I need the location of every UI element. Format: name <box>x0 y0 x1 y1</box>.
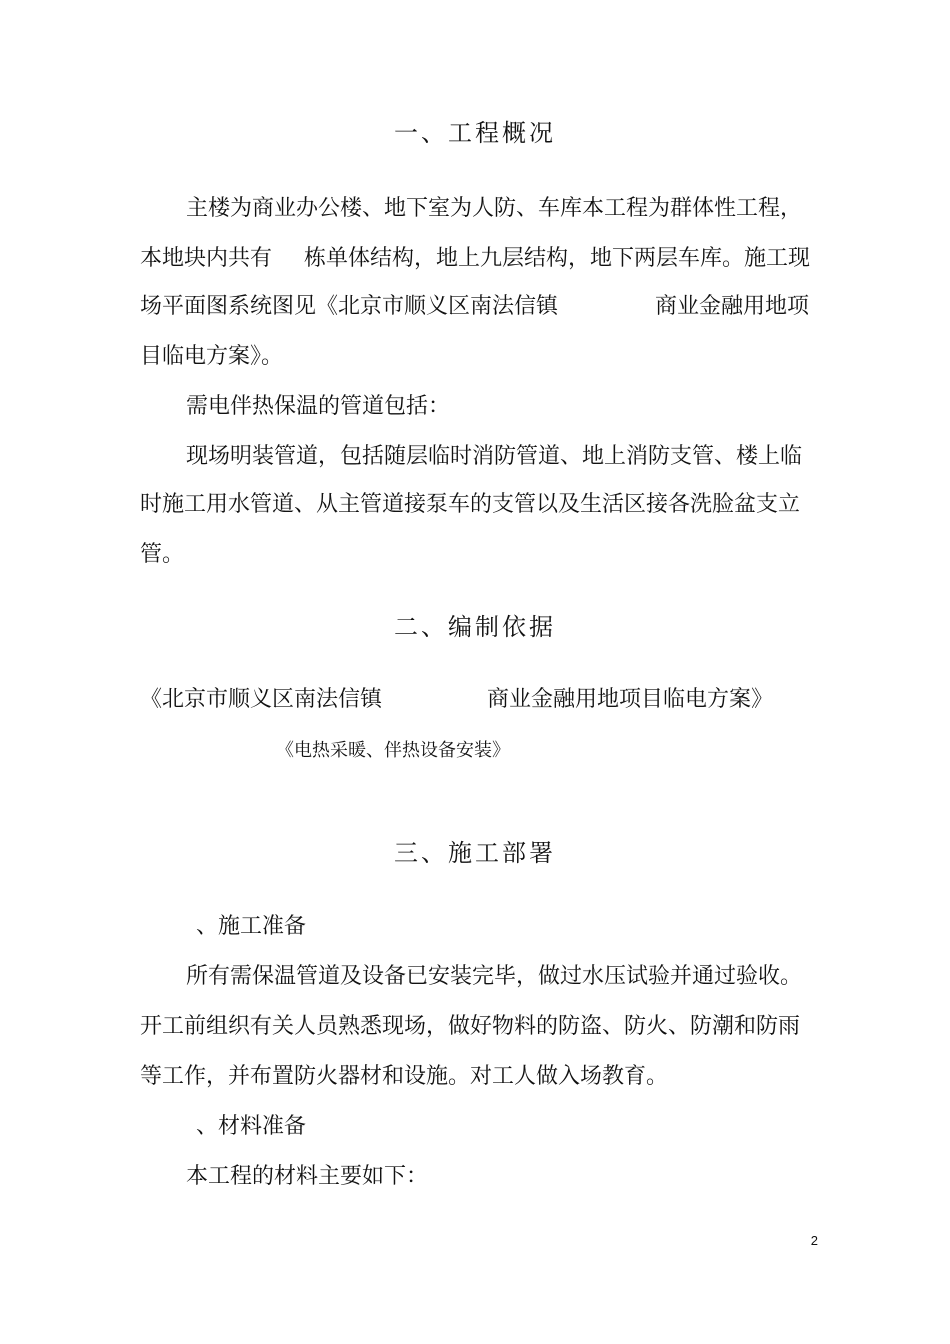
overview-para1-line3a: 场平面图系统图见《北京市顺义区南法信镇 <box>140 294 559 319</box>
basis-ref1a: 《北京市顺义区南法信镇 <box>140 687 383 712</box>
overview-para3-line2: 时施工用水管道、从主管道接泵车的支管以及生活区接各洗脸盆支立 <box>140 492 801 517</box>
overview-para1-line2b: 栋单体结构，地上九层结构，地下两层车库。施工现 <box>304 246 811 271</box>
overview-para3-line3: 管。 <box>140 542 185 567</box>
overview-para1-line1: 主楼为商业办公楼、地下室为人防、车库本工程为群体性工程， <box>186 196 803 221</box>
deployment-sub2: 、材料准备 <box>196 1114 307 1139</box>
overview-para1-line4: 目临电方案》。 <box>140 344 284 369</box>
overview-para2: 需电伴热保温的管道包括： <box>186 394 451 419</box>
deployment-para1-line3: 等工作，并布置防火器材和设施。对工人做入场教育。 <box>140 1064 669 1089</box>
section-heading-deployment: 三、施工部署 <box>394 839 556 867</box>
overview-para1-line3b: 商业金融用地项 <box>655 294 810 319</box>
basis-ref2: 《电热采暖、伴热设备安装》 <box>276 740 510 761</box>
deployment-sub1: 、施工准备 <box>196 914 307 939</box>
overview-para3-line1: 现场明装管道，包括随层临时消防管道、地上消防支管、楼上临 <box>186 444 803 469</box>
deployment-para1-line1: 所有需保温管道及设备已安装完毕，做过水压试验并通过验收。 <box>186 964 803 989</box>
deployment-para2: 本工程的材料主要如下： <box>186 1164 429 1189</box>
section-heading-overview: 一、工程概况 <box>394 119 556 147</box>
deployment-para1-line2: 开工前组织有关人员熟悉现场，做好物料的防盗、防火、防潮和防雨 <box>140 1014 801 1039</box>
basis-ref1b: 商业金融用地项目临电方案》 <box>487 687 774 712</box>
section-heading-basis: 二、编制依据 <box>394 613 556 641</box>
page-number: 2 <box>810 1233 818 1248</box>
overview-para1-line2a: 本地块内共有 <box>140 246 273 271</box>
